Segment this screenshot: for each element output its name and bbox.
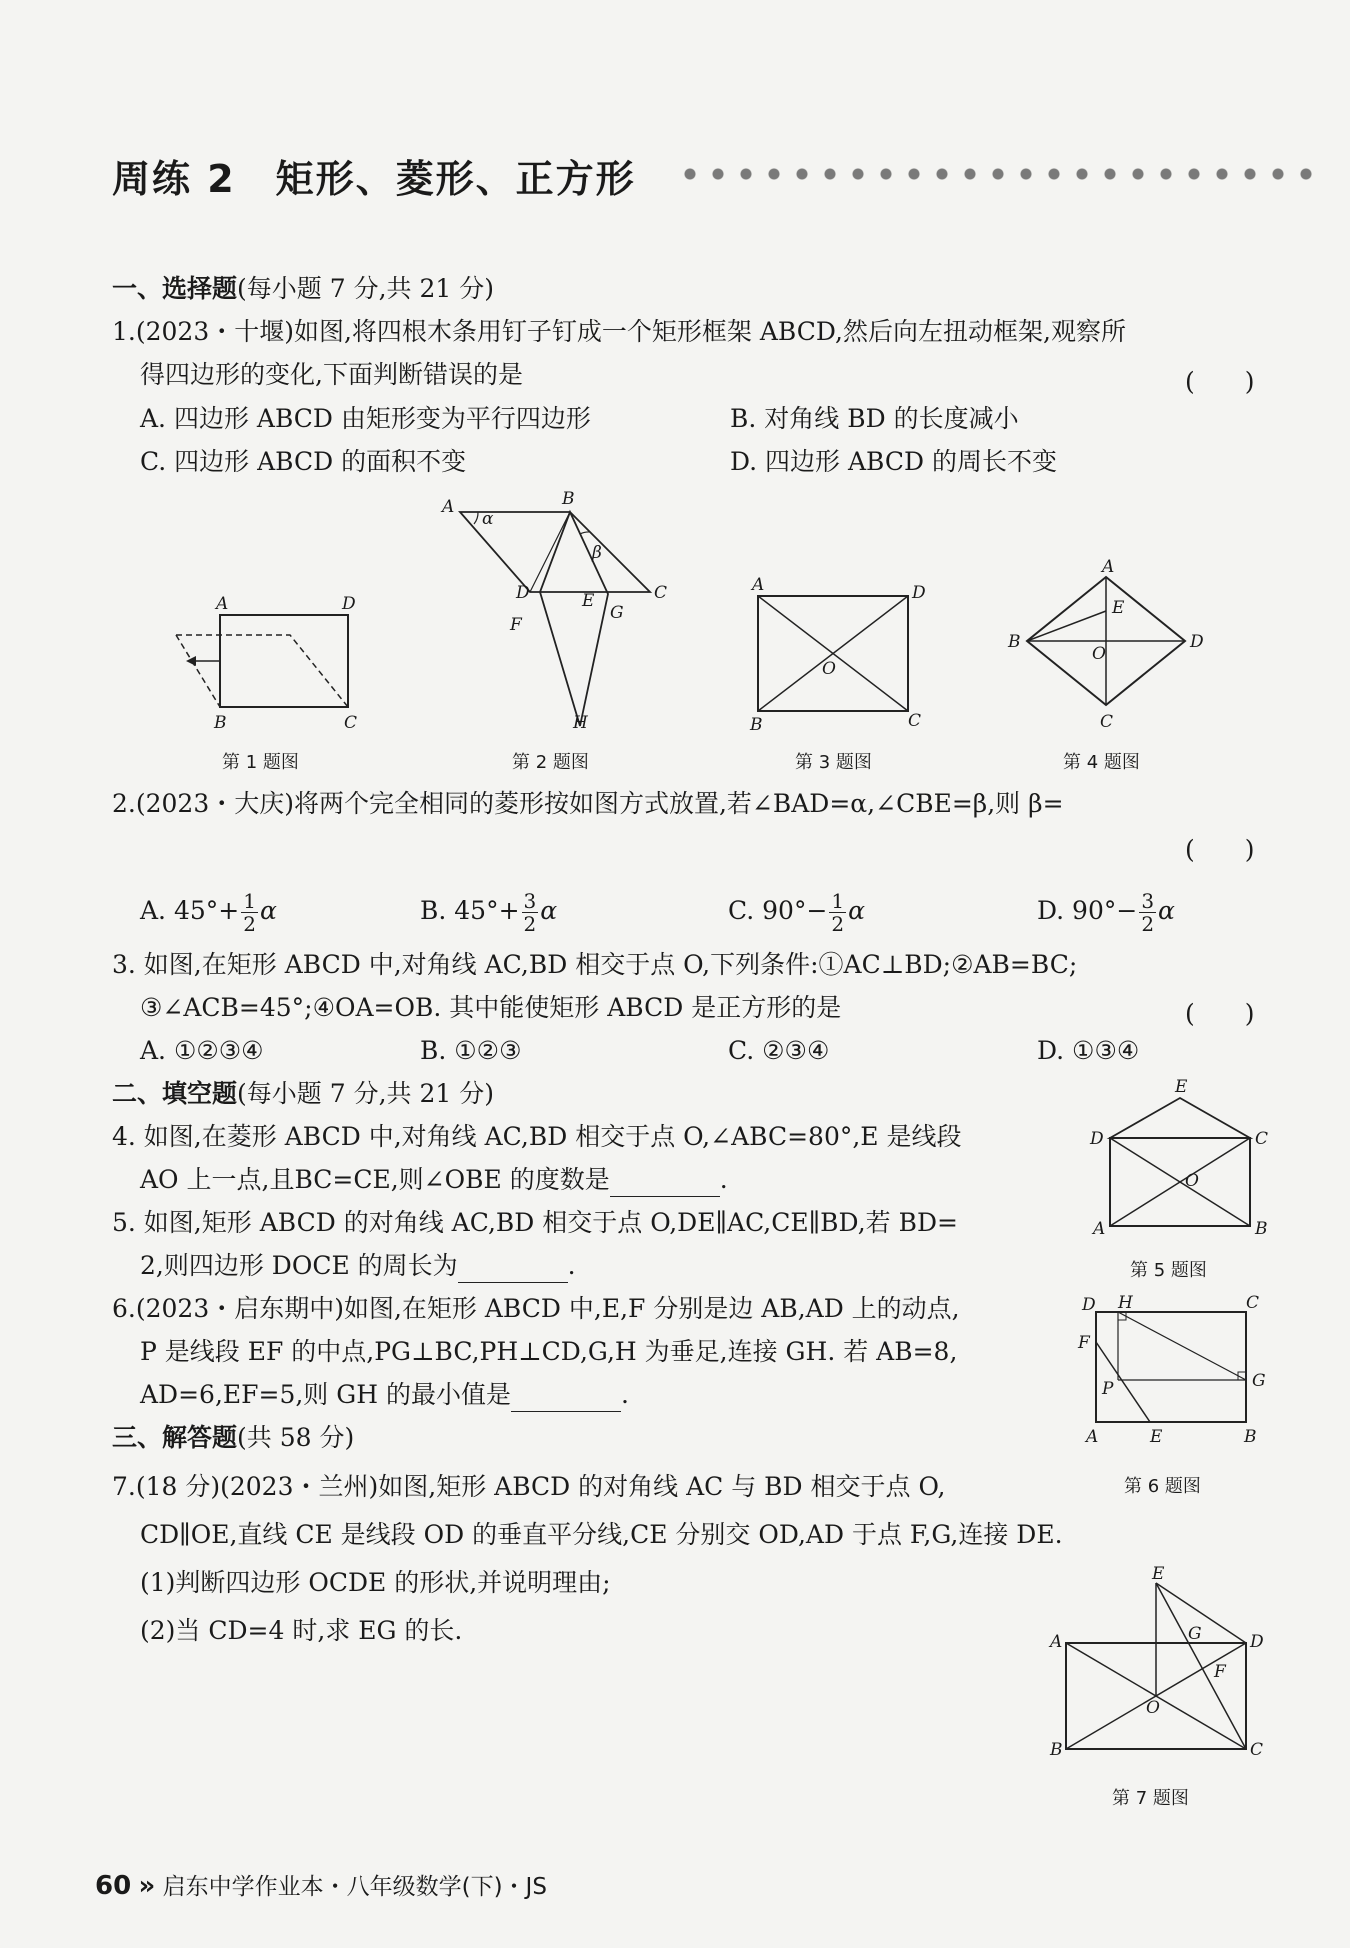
q2-a-fraction bbox=[241, 890, 258, 935]
q4-line2 bbox=[140, 1163, 728, 1197]
q2-option-a bbox=[140, 885, 277, 937]
q3-option-b: B. ①②③ bbox=[420, 1036, 522, 1065]
q5-line1: 5. 如图,矩形 ABCD 的对角线 AC,BD 相交于点 O,DE∥AC,CE∥BD,若 BD= bbox=[112, 1208, 958, 1237]
q4-line1: 4. 如图,在菱形 ABCD 中,对角线 AC,BD 相交于点 O,∠ABC=80°,E 是线段 bbox=[112, 1122, 962, 1151]
section-1-note: (每小题 7 分,共 21 分) bbox=[237, 274, 494, 303]
figure-7 bbox=[1040, 1565, 1280, 1765]
q7-line2: CD∥OE,直线 CE 是线段 OD 的垂直平分线,CE 分别交 OD,AD 于点 F,G,连接 DE. bbox=[140, 1520, 1063, 1549]
fig7-label-e: E bbox=[1152, 1564, 1165, 1584]
q3-line1: 3. 如图,在矩形 ABCD 中,对角线 AC,BD 相交于点 O,下列条件:①AC⊥BD;②AB=BC; bbox=[112, 950, 1078, 979]
fig2-label-e: E bbox=[582, 591, 595, 611]
fig3-label-a: A bbox=[752, 575, 765, 595]
q3-option-c: C. ②③④ bbox=[728, 1036, 830, 1065]
fig2-label-d: D bbox=[516, 583, 530, 603]
fig4-label-d: D bbox=[1190, 632, 1204, 652]
fig7-caption: 第 7 题图 bbox=[1112, 1788, 1189, 1809]
q2-d-prefix: D. 90°− bbox=[1037, 896, 1138, 925]
q7-sub2: (2)当 CD=4 时,求 EG 的长. bbox=[140, 1616, 463, 1645]
fig4-label-a: A bbox=[1102, 557, 1115, 577]
fig3-label-c: C bbox=[908, 711, 922, 731]
fig1-caption: 第 1 题图 bbox=[222, 752, 299, 773]
fig3-caption: 第 3 题图 bbox=[795, 752, 872, 773]
fig2-caption: 第 2 题图 bbox=[512, 752, 589, 773]
title-dots-decoration bbox=[676, 167, 1326, 181]
fig3-label-d: D bbox=[912, 583, 926, 603]
q1-option-c: C. 四边形 ABCD 的面积不变 bbox=[140, 447, 467, 476]
q5-line2 bbox=[140, 1249, 576, 1283]
q6-line3 bbox=[140, 1378, 629, 1412]
q2-c-fraction bbox=[829, 890, 846, 935]
q2-option-b bbox=[420, 885, 557, 937]
title-number: 周练 2 bbox=[112, 157, 236, 201]
fig6-caption: 第 6 题图 bbox=[1124, 1476, 1201, 1497]
figure-1 bbox=[170, 595, 370, 735]
page-footer bbox=[95, 1868, 547, 1901]
q2-b-numerator: 3 bbox=[523, 889, 537, 913]
q2-c-denominator: 2 bbox=[831, 912, 845, 936]
fig1-label-a: A bbox=[216, 594, 229, 614]
fig2-label-g: G bbox=[610, 603, 624, 623]
fig4-label-b: B bbox=[1008, 632, 1021, 652]
fig6-label-c: C bbox=[1246, 1293, 1260, 1313]
fig4-label-e: E bbox=[1112, 598, 1125, 618]
fig5-label-o: O bbox=[1185, 1171, 1199, 1191]
q2-line1: 2.(2023・大庆)将两个完全相同的菱形按如图方式放置,若∠BAD=α,∠CBE=β,则 β= bbox=[112, 789, 1064, 818]
section-3-title: 三、解答题 bbox=[112, 1423, 238, 1452]
fig5-label-e: E bbox=[1175, 1077, 1188, 1097]
q3-option-a: A. ①②③④ bbox=[140, 1036, 264, 1065]
q4-line2-text: AO 上一点,且BC=CE,则∠OBE 的度数是 bbox=[140, 1165, 610, 1194]
fig4-label-o: O bbox=[1092, 644, 1106, 664]
q6-line2: P 是线段 EF 的中点,PG⊥BC,PH⊥CD,G,H 为垂足,连接 GH. 若 AB=8, bbox=[140, 1337, 958, 1366]
q3-option-d: D. ①③④ bbox=[1037, 1036, 1140, 1065]
fig6-label-e: E bbox=[1150, 1427, 1163, 1447]
fig6-label-p: P bbox=[1102, 1379, 1114, 1399]
fig3-label-b: B bbox=[750, 715, 763, 735]
q2-option-c bbox=[728, 885, 865, 937]
fig2-label-f: F bbox=[510, 615, 522, 635]
q2-b-prefix: B. 45°+ bbox=[420, 896, 520, 925]
figure-5 bbox=[1085, 1078, 1285, 1238]
fig4-caption: 第 4 题图 bbox=[1063, 752, 1140, 773]
q7-line1: 7.(18 分)(2023・兰州)如图,矩形 ABCD 的对角线 AC 与 BD 相交于点 O, bbox=[112, 1472, 946, 1501]
q2-answer-paren: ( ) bbox=[1185, 835, 1255, 864]
q4-end-mark: . bbox=[719, 1165, 728, 1194]
q1-answer-paren: ( ) bbox=[1185, 367, 1255, 396]
q3-answer-paren: ( ) bbox=[1185, 999, 1255, 1028]
q2-d-fraction bbox=[1139, 890, 1156, 935]
fig5-label-d: D bbox=[1090, 1129, 1104, 1149]
fig1-label-b: B bbox=[214, 713, 227, 733]
q1-option-b: B. 对角线 BD 的长度减小 bbox=[730, 404, 1019, 433]
q7-sub1: (1)判断四边形 OCDE 的形状,并说明理由; bbox=[140, 1568, 611, 1597]
fig7-label-d: D bbox=[1250, 1632, 1264, 1652]
q2-a-denominator: 2 bbox=[243, 912, 256, 936]
fig6-label-d: D bbox=[1082, 1295, 1096, 1315]
q1-line1: 1.(2023・十堰)如图,将四根木条用钉子钉成一个矩形框架 ABCD,然后向左扭动框架,观察所 bbox=[112, 317, 1126, 346]
fig5-label-b: B bbox=[1255, 1219, 1268, 1239]
q4-answer-blank[interactable] bbox=[610, 1170, 720, 1197]
fig6-label-b: B bbox=[1244, 1427, 1257, 1447]
fig7-label-g: G bbox=[1188, 1624, 1202, 1644]
q3-line2: ③∠ACB=45°;④OA=OB. 其中能使矩形 ABCD 是正方形的是 bbox=[140, 993, 842, 1022]
fig7-label-c: C bbox=[1250, 1740, 1264, 1760]
q2-d-suffix: α bbox=[1158, 896, 1175, 925]
q2-a-suffix: α bbox=[259, 896, 277, 925]
fig5-caption: 第 5 题图 bbox=[1130, 1260, 1207, 1281]
fig6-label-f: F bbox=[1078, 1333, 1090, 1353]
footer-arrow-icon: » bbox=[138, 1871, 156, 1901]
fig2-label-b: B bbox=[562, 489, 575, 509]
fig3-label-o: O bbox=[822, 659, 836, 679]
section-2-heading bbox=[112, 1077, 494, 1111]
fig1-arrow-icon bbox=[186, 656, 196, 666]
fig5-label-a: A bbox=[1093, 1219, 1106, 1239]
q2-c-suffix: α bbox=[848, 896, 866, 925]
q2-d-numerator: 3 bbox=[1141, 889, 1155, 913]
q5-line2-text: 2,则四边形 DOCE 的周长为 bbox=[140, 1251, 458, 1280]
q2-d-denominator: 2 bbox=[1141, 912, 1155, 936]
title-text: 矩形、菱形、正方形 bbox=[275, 157, 636, 201]
q2-b-suffix: α bbox=[540, 896, 558, 925]
fig2-label-a: A bbox=[442, 497, 455, 517]
fig7-label-f: F bbox=[1214, 1662, 1226, 1682]
q1-option-d: D. 四边形 ABCD 的周长不变 bbox=[730, 447, 1058, 476]
q2-a-numerator: 1 bbox=[243, 889, 256, 913]
section-1-title: 一、选择题 bbox=[112, 274, 238, 303]
fig7-label-o: O bbox=[1146, 1698, 1160, 1718]
figure-6 bbox=[1070, 1290, 1280, 1450]
fig5-label-c: C bbox=[1255, 1129, 1269, 1149]
figure-3 bbox=[740, 575, 940, 735]
fig2-label-alpha: α bbox=[482, 509, 494, 529]
q2-c-numerator: 1 bbox=[831, 889, 845, 913]
fig1-rectangle bbox=[220, 615, 348, 707]
q1-line2: 得四边形的变化,下面判断错误的是 bbox=[140, 360, 523, 389]
page-number: 60 bbox=[95, 1871, 132, 1901]
q1-option-a: A. 四边形 ABCD 由矩形变为平行四边形 bbox=[140, 404, 591, 433]
figure-4 bbox=[1000, 555, 1220, 735]
q5-end-mark: . bbox=[567, 1251, 576, 1280]
fig6-label-h: H bbox=[1118, 1293, 1133, 1313]
section-1-heading bbox=[112, 272, 494, 306]
fig7-label-b: B bbox=[1050, 1740, 1063, 1760]
q6-answer-blank[interactable] bbox=[511, 1385, 621, 1412]
fig2-label-c: C bbox=[654, 583, 668, 603]
q6-end-mark: . bbox=[620, 1380, 629, 1409]
section-3-note: (共 58 分) bbox=[237, 1423, 355, 1452]
fig2-label-beta: β bbox=[592, 543, 602, 563]
q2-b-fraction bbox=[522, 890, 539, 935]
fig6-label-a: A bbox=[1086, 1427, 1099, 1447]
figure-2 bbox=[430, 490, 680, 740]
page-title bbox=[112, 148, 636, 203]
fig2-label-h: H bbox=[573, 713, 588, 733]
q2-b-denominator: 2 bbox=[523, 912, 537, 936]
section-3-heading bbox=[112, 1421, 354, 1455]
fig1-label-c: C bbox=[344, 713, 358, 733]
q2-a-prefix: A. 45°+ bbox=[140, 896, 240, 925]
fig1-label-d: D bbox=[342, 594, 356, 614]
fig7-label-a: A bbox=[1050, 1632, 1063, 1652]
footer-book-title: 启东中学作业本・八年级数学(下)・JS bbox=[162, 1874, 547, 1900]
section-2-note: (每小题 7 分,共 21 分) bbox=[237, 1079, 494, 1108]
section-2-title: 二、填空题 bbox=[112, 1079, 238, 1108]
q2-option-d bbox=[1037, 885, 1175, 937]
q2-c-prefix: C. 90°− bbox=[728, 896, 828, 925]
fig4-label-c: C bbox=[1100, 712, 1114, 732]
q6-line1: 6.(2023・启东期中)如图,在矩形 ABCD 中,E,F 分别是边 AB,AD 上的动点, bbox=[112, 1294, 960, 1323]
q5-answer-blank[interactable] bbox=[458, 1256, 568, 1283]
fig6-label-g: G bbox=[1252, 1371, 1266, 1391]
q6-line3-text: AD=6,EF=5,则 GH 的最小值是 bbox=[140, 1380, 511, 1409]
